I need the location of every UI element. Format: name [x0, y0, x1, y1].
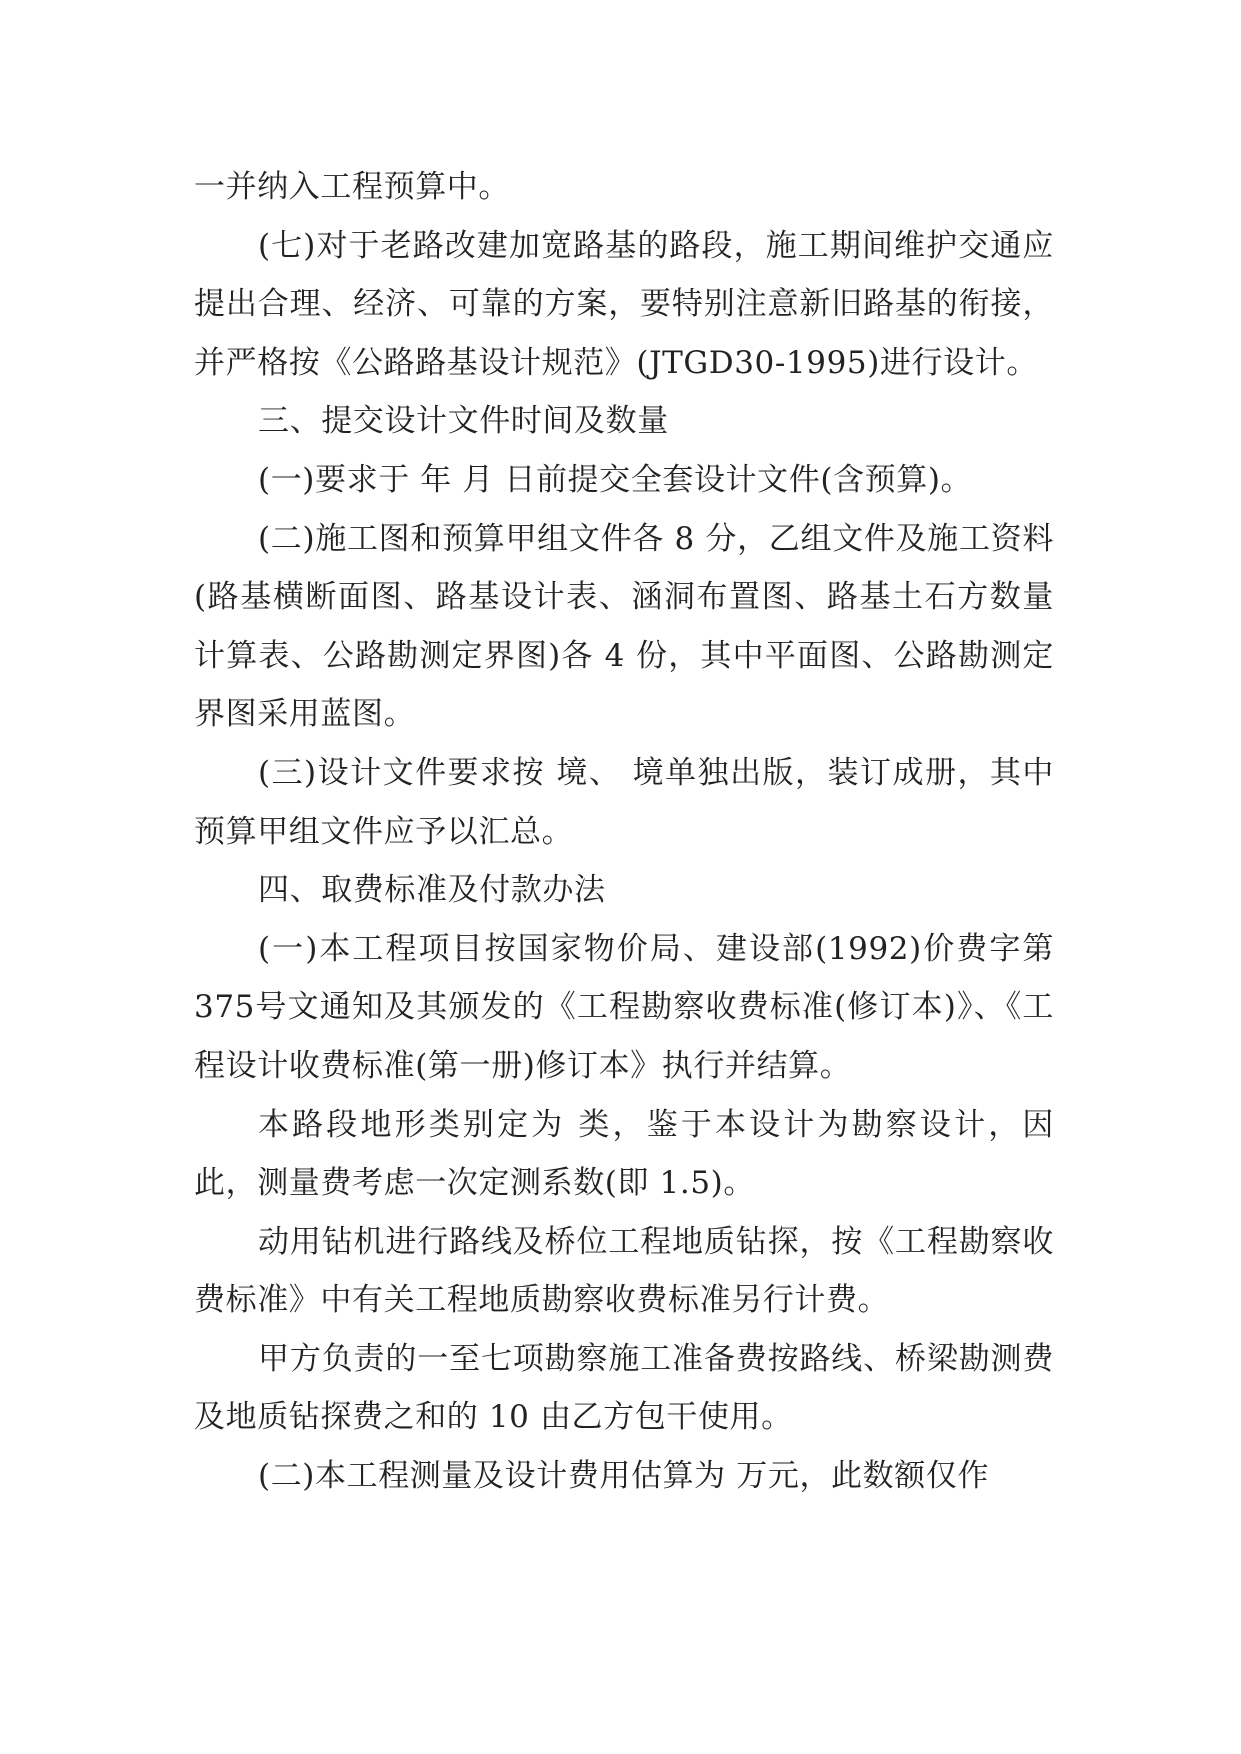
paragraph-drilling-fees: 动用钻机进行路线及桥位工程地质钻探，按《工程勘察收费标准》中有关工程地质勘察收费标准另行计费。 — [194, 1223, 1054, 1319]
paragraph-cost-estimate: (二)本工程测量及设计费用估算为 万元，此数额仅作 — [258, 1458, 990, 1495]
document-body — [194, 158, 1054, 1506]
paragraph-preparation-fees: 甲方负责的一至七项勘察施工准备费按路线、桥梁勘测费及地质钻探费之和的 10 由乙方包干使用。 — [194, 1340, 1054, 1436]
section-heading-submission: 三、提交设计文件时间及数量 — [258, 403, 669, 440]
paragraph-terrain-category: 本路段地形类别定为 类，鉴于本设计为勘察设计，因此，测量费考虑一次定测系数(即 1.5)。 — [194, 1106, 1054, 1202]
paragraph-budget-inclusion: 一并纳入工程预算中。 — [194, 169, 510, 205]
paragraph-binding-requirements: (三)设计文件要求按 境、 境单独出版，装订成册，其中预算甲组文件应予以汇总。 — [194, 754, 1054, 850]
paragraph-document-copies: (二)施工图和预算甲组文件各 8 分，乙组文件及施工资料(路基横断面图、路基设计表、涵洞布置图、路基土石方数量计算表、公路勘测定界图)各 4 份，其中平面图、公路勘测定界图采用蓝图。 — [194, 520, 1054, 733]
paragraph-fee-standard: (一)本工程项目按国家物价局、建设部(1992)价费字第375号文通知及其颁发的《工程勘察收费标准(修订本)》、《工程设计收费标准(第一册)修订本》执行并结算。 — [194, 930, 1054, 1084]
paragraph-submission-deadline: (一)要求于 年 月 日前提交全套设计文件(含预算)。 — [258, 461, 973, 498]
section-heading-fees: 四、取费标准及付款办法 — [258, 872, 606, 909]
paragraph-old-road-widening: (七)对于老路改建加宽路基的路段，施工期间维护交通应提出合理、经济、可靠的方案，要特别注意新旧路基的衔接，并严格按《公路路基设计规范》(JTGD30-1995)进行设计。 — [194, 227, 1054, 381]
